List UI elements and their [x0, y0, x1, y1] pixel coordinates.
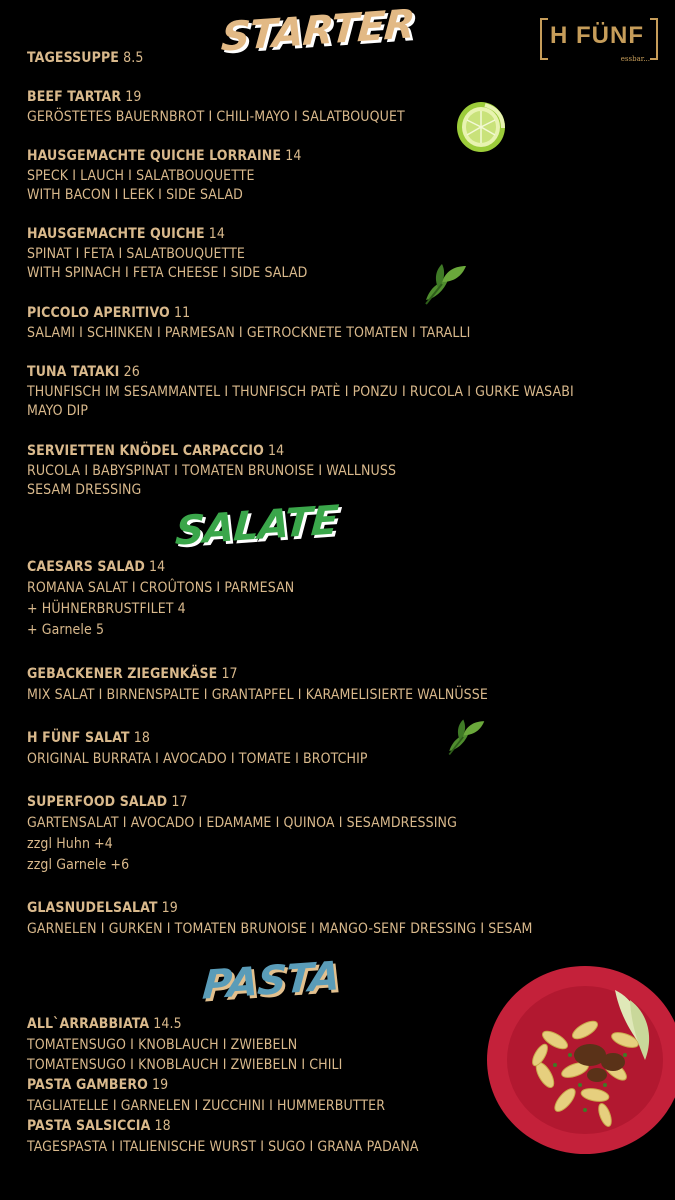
dish-description: ORIGINAL BURRATA I AVOCADO I TOMATE I BROTCHIP — [27, 751, 368, 767]
dish-name: GLASNUDELSALAT — [27, 900, 158, 916]
pasta-plate-icon — [485, 960, 675, 1160]
dish-name: GEBACKENER ZIEGENKÄSE — [27, 666, 218, 682]
dish-price: 14 — [149, 559, 166, 575]
menu-item-heading — [27, 88, 142, 106]
menu-item-heading — [27, 1015, 182, 1033]
menu-item-heading — [27, 147, 302, 165]
menu-item-heading — [27, 363, 140, 381]
logo-text — [550, 22, 644, 50]
dish-description: THUNFISCH IM SESAMMANTEL I THUNFISCH PATÈ I PONZU I RUCOLA I GURKE WASABI — [27, 383, 574, 400]
dish-description: zzgl Garnele +6 — [27, 857, 130, 873]
menu-item-heading — [27, 558, 165, 576]
dish-description: ROMANA SALAT I CROÛTONS I PARMESAN — [27, 580, 295, 596]
menu-item-heading — [27, 304, 190, 322]
section-title-pasta: PASTA — [200, 953, 341, 1009]
dish-name: BEEF TARTAR — [27, 89, 122, 105]
basil-icon — [444, 716, 486, 758]
lime-icon — [455, 100, 507, 154]
dish-name: SUPERFOOD SALAD — [27, 794, 168, 810]
logo-tagline: essbar... — [620, 55, 650, 63]
dish-description: GARTENSALAT I AVOCADO I EDAMAME I QUINOA I SESAMDRESSING — [27, 815, 457, 831]
logo-mark: H — [550, 22, 569, 49]
menu-item-heading — [27, 1076, 168, 1094]
section-title-salate: SALATE — [173, 497, 340, 555]
dish-description: + Garnele 5 — [27, 622, 105, 638]
dish-description: RUCOLA I BABYSPINAT I TOMATEN BRUNOISE I WALLNUSS — [27, 462, 397, 479]
dish-description: MAYO DIP — [27, 403, 89, 419]
menu-item-heading — [27, 1117, 171, 1135]
dish-name: PASTA SALSICCIA — [27, 1118, 151, 1134]
menu-item-heading — [27, 793, 188, 811]
dish-price: 14 — [208, 226, 225, 242]
basil-icon — [420, 260, 468, 308]
menu-item-heading — [27, 225, 225, 243]
dish-description: TOMATENSUGO I KNOBLAUCH I ZWIEBELN — [27, 1036, 298, 1053]
dish-description: SPINAT I FETA I SALATBOUQUETTE — [27, 245, 245, 262]
dish-description: MIX SALAT I BIRNENSPALTE I GRANTAPFEL I KARAMELISIERTE WALNÜSSE — [27, 687, 488, 703]
section-title-starter: STARTER — [219, 1, 416, 61]
dish-price: 17 — [221, 666, 238, 682]
dish-price: 18 — [133, 730, 150, 746]
menu-item-heading — [27, 899, 178, 917]
logo-name: FÜNF — [576, 22, 644, 49]
dish-price: 26 — [123, 364, 140, 380]
dish-description: WITH BACON I LEEK I SIDE SALAD — [27, 187, 243, 203]
menu-item-heading — [27, 665, 238, 683]
dish-name: CAESARS SALAD — [27, 559, 145, 575]
dish-name: HAUSGEMACHTE QUICHE LORRAINE — [27, 148, 282, 164]
dish-description: WITH SPINACH I FETA CHEESE I SIDE SALAD — [27, 265, 308, 281]
dish-name: ALL`ARRABBIATA — [27, 1016, 150, 1032]
dish-description: SESAM DRESSING — [27, 482, 142, 498]
dish-name: SERVIETTEN KNÖDEL CARPACCIO — [27, 443, 264, 459]
dish-price: 14.5 — [153, 1016, 182, 1032]
dish-price: 19 — [152, 1077, 169, 1093]
dish-price: 14 — [285, 148, 302, 164]
dish-name: TAGESSUPPE — [27, 50, 119, 66]
dish-name: TUNA TATAKI — [27, 364, 120, 380]
dish-price: 19 — [161, 900, 178, 916]
dish-description: zzgl Huhn +4 — [27, 836, 113, 852]
logo — [540, 18, 658, 63]
menu-item-heading — [27, 49, 143, 67]
dish-price: 18 — [154, 1118, 171, 1134]
dish-name: PICCOLO APERITIVO — [27, 305, 170, 321]
logo-bracket-left — [540, 18, 548, 60]
menu-item-heading — [27, 442, 284, 460]
dish-description: TAGESPASTA I ITALIENISCHE WURST I SUGO I GRANA PADANA — [27, 1138, 419, 1155]
dish-description: SALAMI I SCHINKEN I PARMESAN I GETROCKNETE TOMATEN I TARALLI — [27, 324, 471, 341]
dish-description: TOMATENSUGO I KNOBLAUCH I ZWIEBELN I CHILI — [27, 1057, 343, 1074]
dish-price: 19 — [125, 89, 142, 105]
dish-description: + HÜHNERBRUSTFILET 4 — [27, 601, 186, 617]
dish-description: SPECK I LAUCH I SALATBOUQUETTE — [27, 167, 255, 184]
dish-price: 17 — [171, 794, 188, 810]
dish-name: H FÜNF SALAT — [27, 730, 130, 746]
dish-description: GERÖSTETES BAUERNBROT I CHILI-MAYO I SALATBOUQUET — [27, 108, 405, 125]
dish-price: 8.5 — [123, 50, 144, 66]
dish-description: TAGLIATELLE I GARNELEN I ZUCCHINI I HUMMERBUTTER — [27, 1097, 386, 1114]
dish-price: 14 — [268, 443, 285, 459]
dish-description: GARNELEN I GURKEN I TOMATEN BRUNOISE I MANGO-SENF DRESSING I SESAM — [27, 921, 533, 937]
menu-item-heading — [27, 729, 150, 747]
dish-name: HAUSGEMACHTE QUICHE — [27, 226, 205, 242]
logo-bracket-right — [650, 18, 658, 60]
dish-name: PASTA GAMBERO — [27, 1077, 148, 1093]
dish-price: 11 — [173, 305, 191, 321]
